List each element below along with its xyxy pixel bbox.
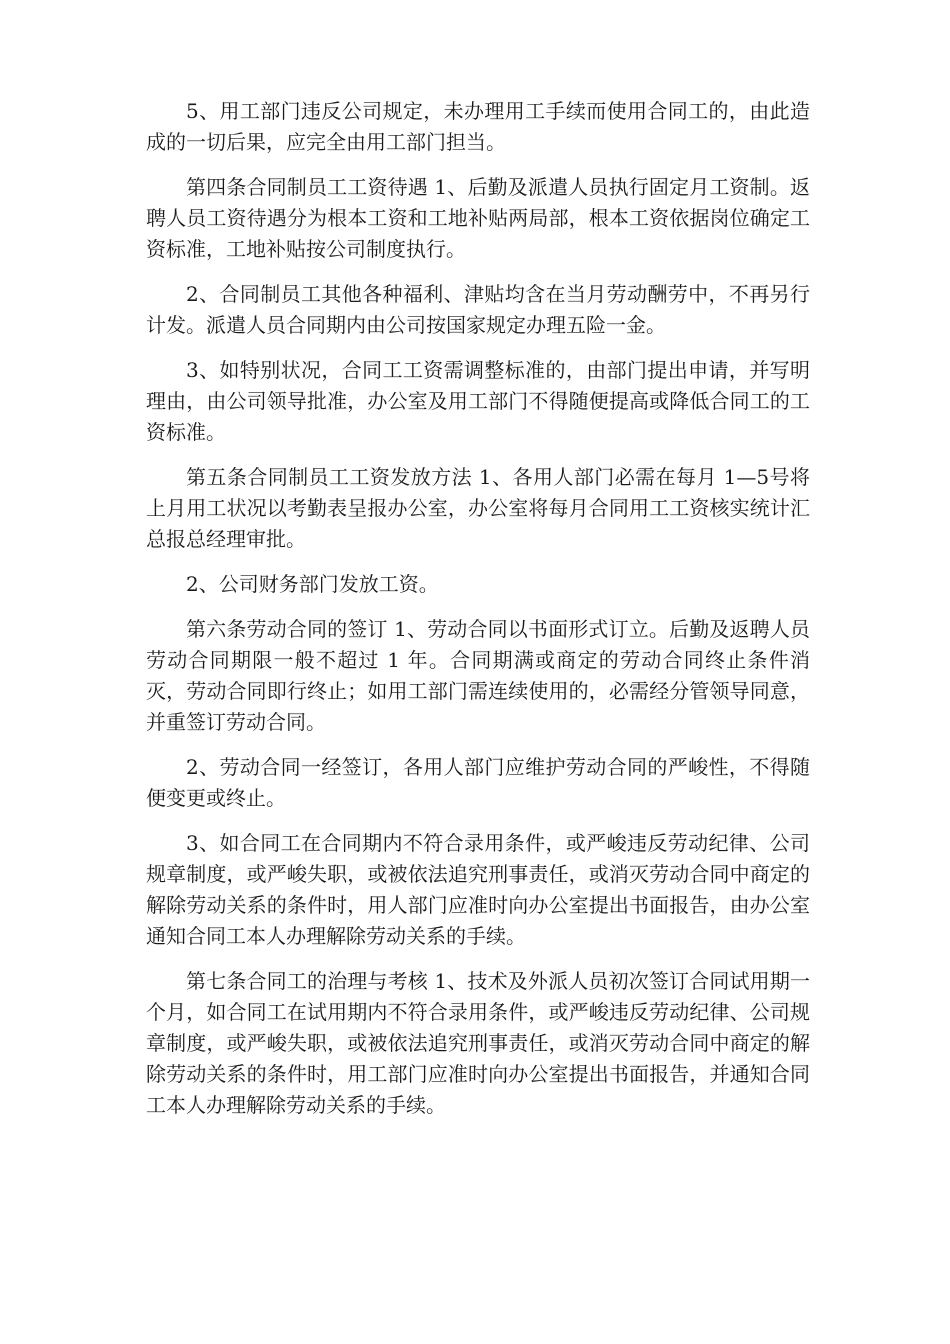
paragraph-article-5-payment: 第五条合同制员工工资发放方法 1、各用人部门必需在每月 1—5号将上月用工状况以考勤表呈报办公室，办公室将每月合同用工工资核实统计汇总报总经理审批。 <box>146 465 810 551</box>
paragraph-article-4-benefits: 2、合同制员工其他各种福利、津贴均含在当月劳动酬劳中，不再另行计发。派遣人员合同期内由公司按国家规定办理五险一金。 <box>146 282 810 337</box>
paragraph-article-4-wages: 第四条合同制员工工资待遇 1、后勤及派遣人员执行固定月工资制。返聘人员工资待遇分为根本工资和工地补贴两局部，根本工资依据岗位确定工资标准，工地补贴按公司制度执行。 <box>146 175 810 261</box>
paragraph-article-6-seriousness: 2、劳动合同一经签订，各用人部门应维护劳动合同的严峻性，不得随便变更或终止。 <box>146 755 810 810</box>
document-body <box>146 96 810 1135</box>
paragraph-article-6-signing: 第六条劳动合同的签订 1、劳动合同以书面形式订立。后勤及返聘人员劳动合同期限一般不超过 1 年。合同期满或商定的劳动合同终止条件消灭，劳动合同即行终止；如用工部门需连续使用的，必需经分管领导同意，并重签订劳动合同。 <box>146 617 810 734</box>
paragraph-article-6-termination: 3、如合同工在合同期内不符合录用条件，或严峻违反劳动纪律、公司规章制度，或严峻失职，或被依法追究刑事责任，或消灭劳动合同中商定的解除劳动关系的条件时，用人部门应准时向办公室提出书面报告，由办公室通知合同工本人办理解除劳动关系的手续。 <box>146 831 810 948</box>
paragraph-article-7-management: 第七条合同工的治理与考核 1、技术及外派人员初次签订合同试用期一个月，如合同工在试用期内不符合录用条件，或严峻违反劳动纪律、公司规章制度，或严峻失职，或被依法追究刑事责任，或消灭劳动合同中商定的解除劳动关系的条件时，用工部门应准时向办公室提出书面报告，并通知合同工本人办理解除劳动关系的手续。 <box>146 969 810 1117</box>
paragraph-article-4-adjustment: 3、如特别状况，合同工工资需调整标准的，由部门提出申请，并写明理由，由公司领导批准，办公室及用工部门不得随便提高或降低合同工的工资标准。 <box>146 358 810 444</box>
paragraph-article-5-finance: 2、公司财务部门发放工资。 <box>186 572 439 596</box>
paragraph-employment-violation: 5、用工部门违反公司规定，未办理用工手续而使用合同工的，由此造成的一切后果，应完全由用工部门担当。 <box>146 99 810 154</box>
